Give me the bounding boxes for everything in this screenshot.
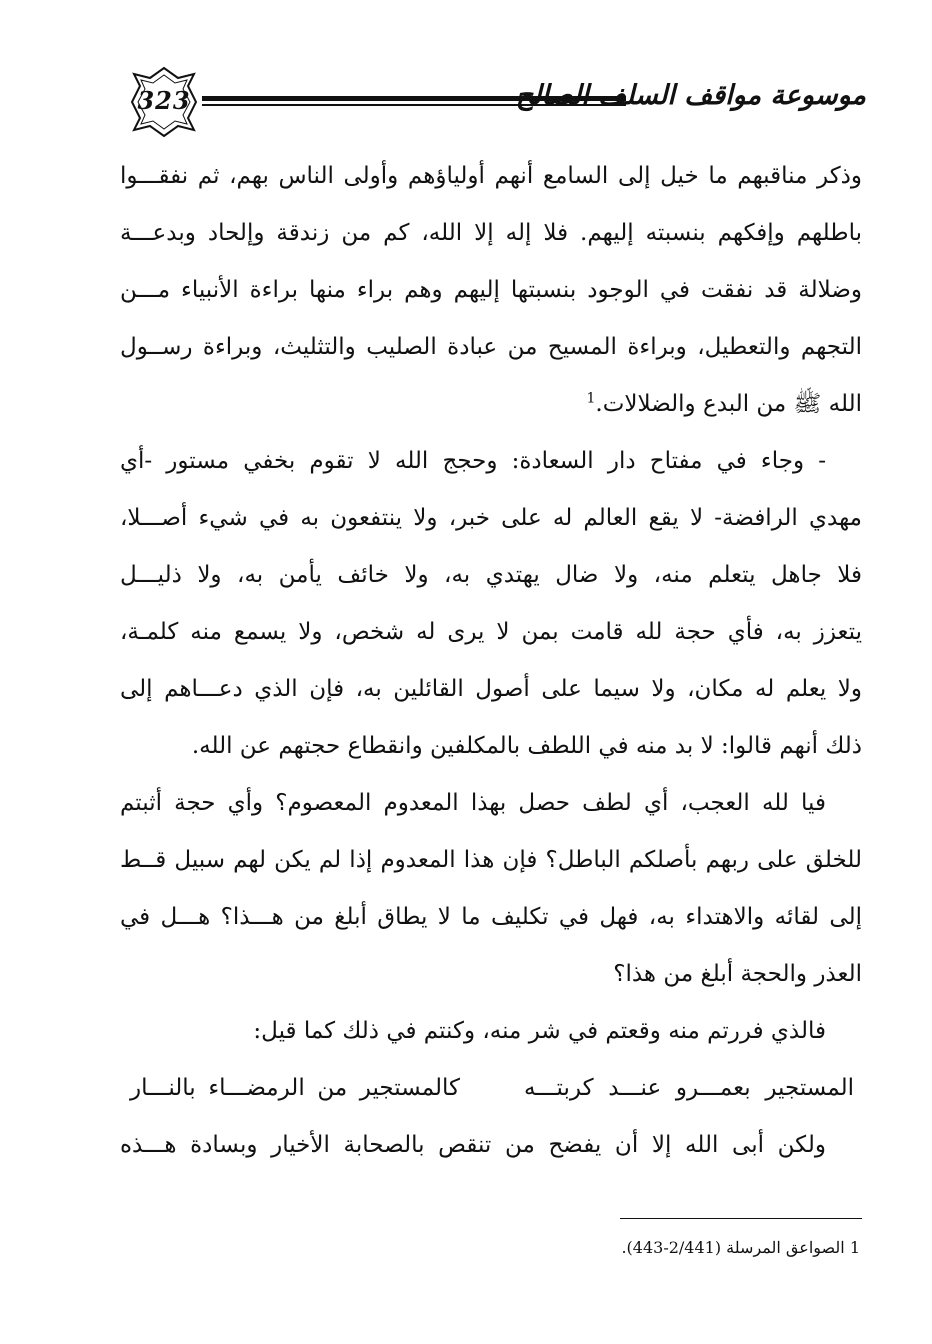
text-line: ولكن أبى الله إلا أن يفضح من تنقص بالصحابة الأخيار وبسادة هـــذه <box>120 1132 826 1158</box>
text-line: فالذي فررتم منه وقعتم في شر منه، وكنتم في ذلك كما قيل: <box>253 1018 826 1044</box>
text-line: العذر والحجة أبلغ من هذا؟ <box>613 961 862 987</box>
page-header <box>118 66 866 138</box>
text-line-content: الله ﷺ من البدع والضلالات. <box>595 391 862 417</box>
text-line: باطلهم وإفكهم بنسبته إليهم. فلا إله إلا الله، كم من زندقة وإلحاد وبدعـــة <box>120 220 862 246</box>
text-line: وذكر مناقبهم ما خيل إلى السامع أنهم أولياؤهم وأولى الناس بهم، ثم نفقـــوا <box>120 163 862 189</box>
page-number-badge <box>118 66 210 138</box>
text-line: مهدي الرافضة- لا يقع العالم له على خبر، ولا ينتفعون به في شيء أصـــلا، <box>120 505 862 531</box>
verse-second-hemistich: كالمستجير من الرمضـــاء بالنـــار <box>130 1075 460 1101</box>
text-line: - وجاء في مفتاح دار السعادة: وحجج الله لا تقوم بخفي مستور -أي <box>120 448 826 474</box>
text-line: للخلق على ربهم بأصلكم الباطل؟ فإن هذا المعدوم إذا لم يكن لهم سبيل قــط <box>120 847 862 873</box>
text-line <box>120 376 862 433</box>
text-line: التجهم والتعطيل، وبراءة المسيح من عبادة الصليب والتثليث، وبراءة رســول <box>120 334 862 360</box>
text-line: يتعزز به، فأي حجة لله قامت بمن لا يرى له شخص، ولا يسمع منه كلمـة، <box>120 619 862 645</box>
text-line: ولا يعلم له مكان، ولا سيما على أصول القائلين به، فإن الذي دعـــاهم إلى <box>120 676 862 702</box>
text-line: فيا لله العجب، أي لطف حصل بهذا المعدوم المعصوم؟ وأي حجة أثبتم <box>120 790 826 816</box>
poetry-verse <box>120 1060 862 1117</box>
text-line: وضلالة قد نفقت في الوجود بنسبتها إليهم وهم براء منها براءة الأنبياء مـــن <box>120 277 862 303</box>
text-line: إلى لقائه والاهتداء به، فهل في تكليف ما لا يطاق أبلغ من هـــذا؟ هـــل في <box>120 904 862 930</box>
footnote-reference: 1 <box>586 390 596 407</box>
verse-first-hemistich: المستجير بعمـــرو عنـــد كربتـــه <box>524 1075 854 1101</box>
text-line: ذلك أنهم قالوا: لا بد منه في اللطف بالمكلفين وانقطاع حجتهم عن الله. <box>191 733 862 759</box>
footnote-separator <box>620 1218 862 1219</box>
text-line: فلا جاهل يتعلم منه، ولا ضال يهتدي به، ولا خائف يأمن به، ولا ذليـــل <box>120 562 862 588</box>
footnote: 1 الصواعق المرسلة (2/441-443). <box>621 1238 860 1257</box>
body-text <box>120 148 862 1174</box>
page-number: 323 <box>137 86 191 115</box>
book-title: موسوعة مواقف السلف الصالح <box>515 80 866 111</box>
